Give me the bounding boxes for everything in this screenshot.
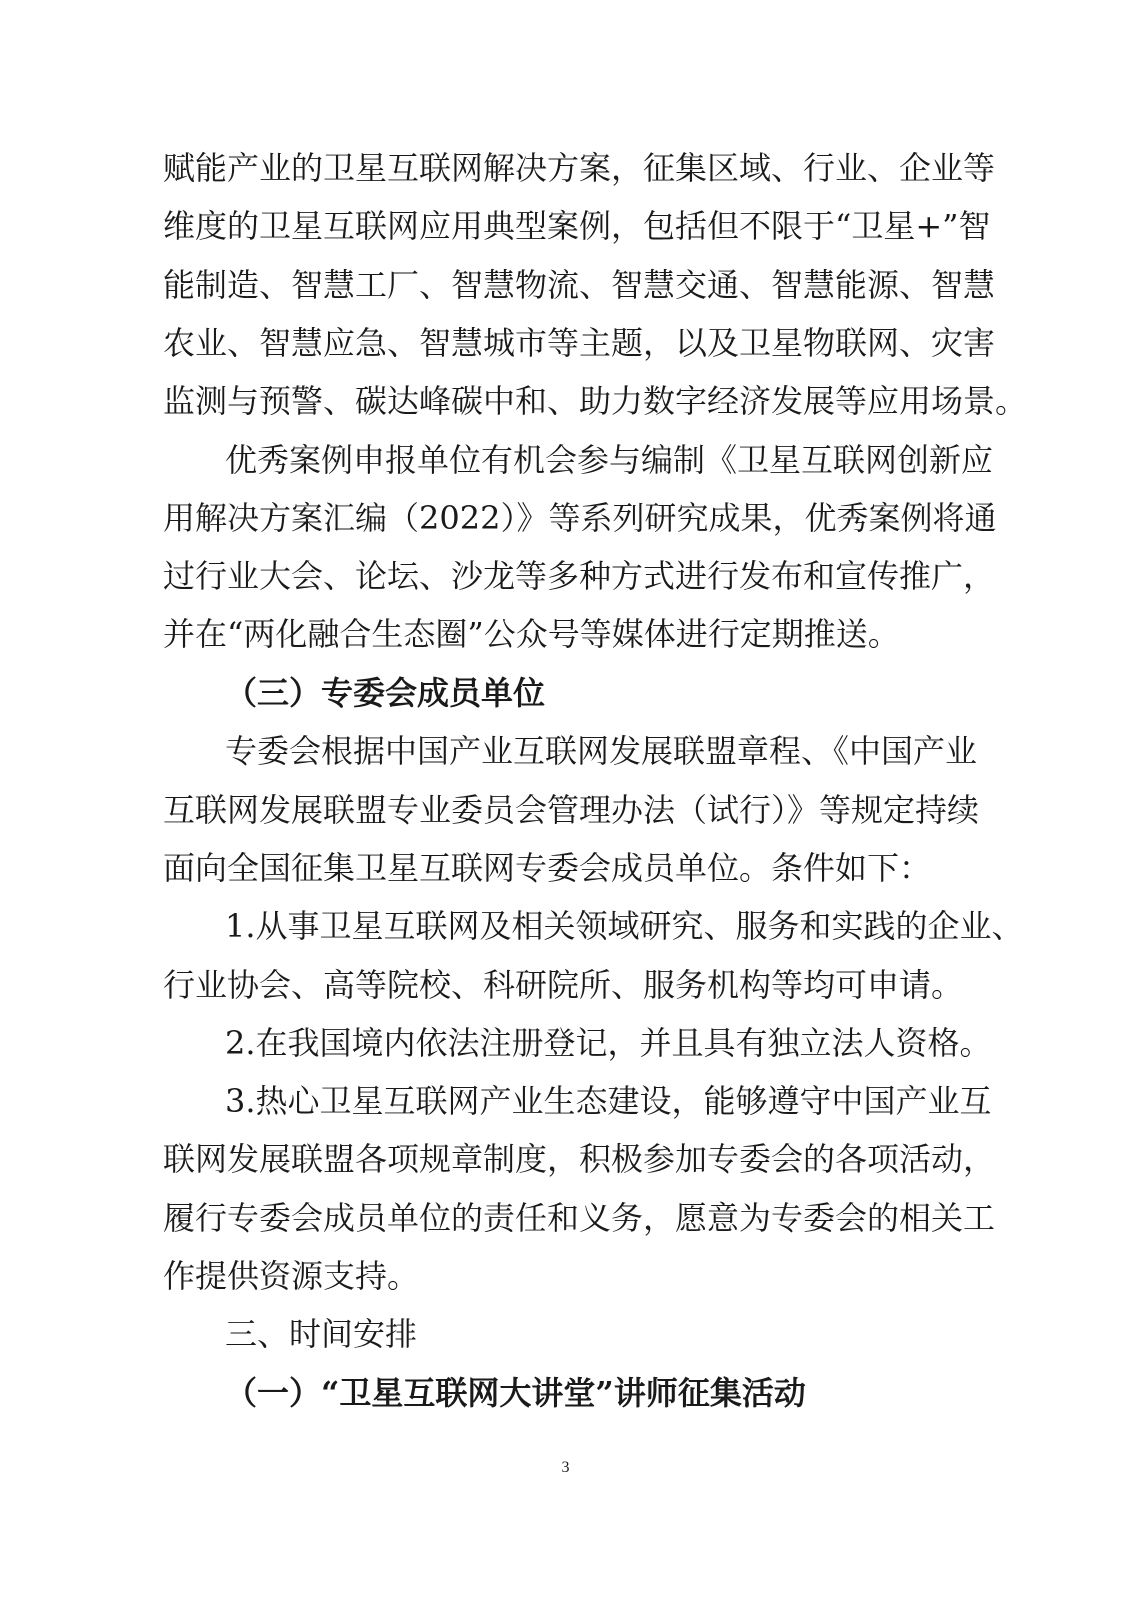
condition-line: 作提供资源支持。 xyxy=(163,1257,420,1295)
section-heading-members: （三）专委会成员单位 xyxy=(225,674,546,712)
paragraph-line: 专委会根据中国产业互联网发展联盟章程、《中国产业 xyxy=(225,732,978,770)
paragraph-line: 过行业大会、论坛、沙龙等多种方式进行发布和宣传推广， xyxy=(163,557,996,595)
page-number: 3 xyxy=(561,1459,570,1476)
paragraph-line: 监测与预警、碳达峰碳中和、助力数字经济发展等应用场景。 xyxy=(163,382,1028,420)
paragraph-line: 面向全国征集卫星互联网专委会成员单位。条件如下： xyxy=(163,849,932,887)
condition-line: 联网发展联盟各项规章制度，积极参加专委会的各项活动， xyxy=(163,1140,996,1178)
condition-line: 1.从事卫星互联网及相关领域研究、服务和实践的企业、 xyxy=(225,907,1024,945)
paragraph-line: 互联网发展联盟专业委员会管理办法（试行）》等规定持续 xyxy=(163,791,980,829)
paragraph-line: 能制造、智慧工厂、智慧物流、智慧交通、智慧能源、智慧 xyxy=(163,266,996,304)
paragraph-line: 优秀案例申报单位有机会参与编制《卫星互联网创新应 xyxy=(225,441,994,479)
condition-line: 3.热心卫星互联网产业生态建设，能够遵守中国产业互 xyxy=(225,1082,992,1120)
section-heading-lecture: （一）“卫星互联网大讲堂”讲师征集活动 xyxy=(225,1374,806,1412)
paragraph-line: 维度的卫星互联网应用典型案例，包括但不限于“卫星+”智 xyxy=(163,207,991,245)
paragraph-line: 用解决方案汇编（2022）》等系列研究成果，优秀案例将通 xyxy=(163,499,997,537)
condition-line: 2.在我国境内依法注册登记，并且具有独立法人资格。 xyxy=(225,1024,992,1062)
condition-line: 履行专委会成员单位的责任和义务，愿意为专委会的相关工 xyxy=(163,1199,996,1237)
paragraph-line: 赋能产业的卫星互联网解决方案，征集区域、行业、企业等 xyxy=(163,149,996,187)
condition-line: 行业协会、高等院校、科研院所、服务机构等均可申请。 xyxy=(163,966,964,1004)
section-heading-schedule: 三、时间安排 xyxy=(225,1315,418,1353)
paragraph-line: 并在“两化融合生态圈”公众号等媒体进行定期推送。 xyxy=(163,615,900,653)
paragraph-line: 农业、智慧应急、智慧城市等主题，以及卫星物联网、灾害 xyxy=(163,324,996,362)
